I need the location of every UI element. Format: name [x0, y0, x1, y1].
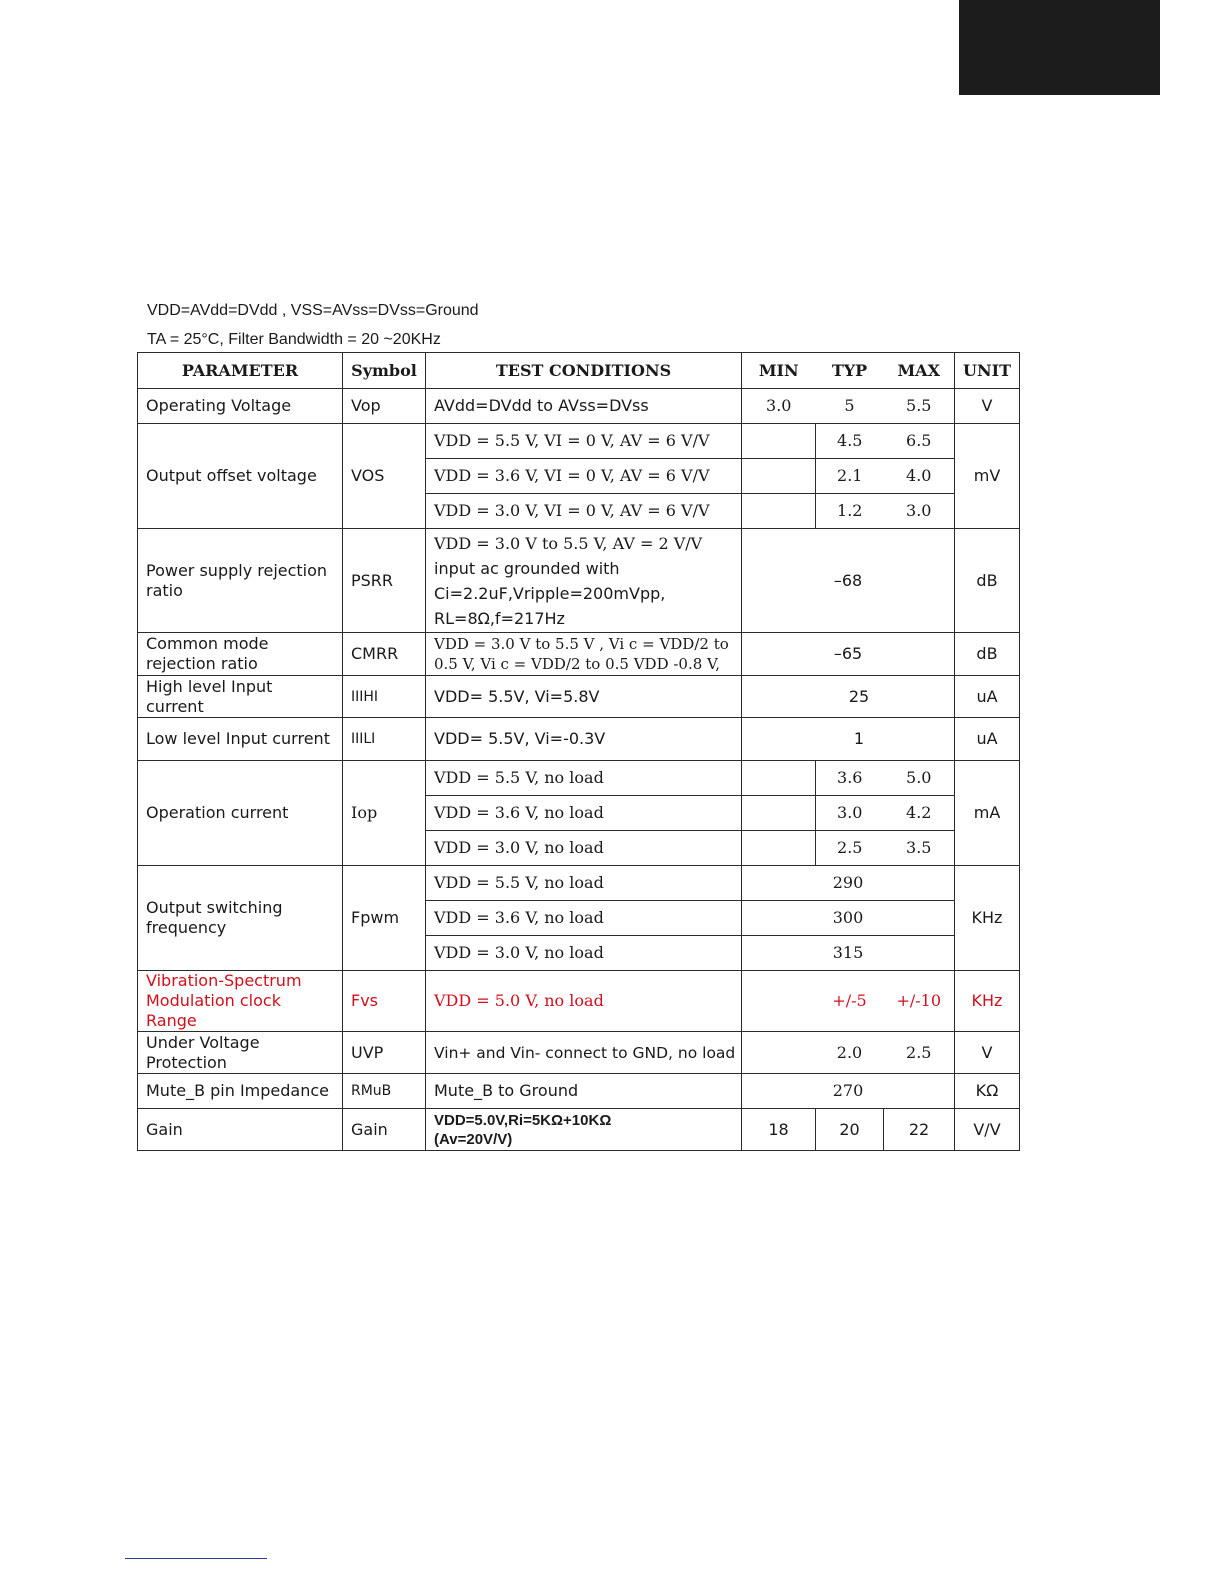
- table-row-operating-voltage: [138, 389, 1020, 424]
- cell-test-condition: VDD = 5.0 V, no load: [426, 971, 742, 1032]
- cell-symbol: UVP: [343, 1032, 426, 1074]
- conditions-line-2: TA = 25°C, Filter Bandwidth = 20 ~20KHz: [147, 331, 441, 348]
- cell-test-condition: [426, 1109, 742, 1151]
- cell-parameter: Power supply rejection ratio: [138, 529, 343, 633]
- header-symbol: Symbol: [343, 353, 426, 389]
- cell-test-condition: Vin+ and Vin- connect to GND, no load: [426, 1032, 742, 1074]
- cell-max: 2.5: [884, 1032, 955, 1074]
- cell-symbol: IIIHI: [343, 676, 426, 718]
- cell-typ: 3.6: [816, 761, 884, 796]
- cell-typ: 1: [742, 718, 955, 761]
- header-max: MAX: [884, 353, 955, 389]
- cell-symbol: Fpwm: [343, 866, 426, 971]
- cell-min: 3.0: [742, 389, 816, 424]
- cell-min: [742, 971, 816, 1032]
- corner-tab-block: [959, 0, 1160, 95]
- cell-typ: 290: [742, 866, 955, 901]
- cell-parameter: Common mode rejection ratio: [138, 633, 343, 676]
- cell-test-condition: Mute_B to Ground: [426, 1074, 742, 1109]
- cell-max: 4.2: [884, 796, 955, 831]
- table-row-power-supply-rejection-ratio: [138, 529, 1020, 633]
- cell-symbol: Vop: [343, 389, 426, 424]
- cell-parameter: Gain: [138, 1109, 343, 1151]
- condition-line: (Av=20V/V): [434, 1130, 513, 1148]
- cell-unit: KHz: [955, 971, 1020, 1032]
- condition-line: RL=8Ω,f=217Hz: [434, 608, 565, 628]
- cell-unit: uA: [955, 718, 1020, 761]
- cell-test-condition: [426, 529, 742, 633]
- cell-max: 4.0: [884, 459, 955, 494]
- cell-test-condition: [426, 633, 742, 676]
- cell-typ: +/-5: [816, 971, 884, 1032]
- cell-typ: 270: [742, 1074, 955, 1109]
- cell-parameter: Mute_B pin Impedance: [138, 1074, 343, 1109]
- cell-test-condition: VDD = 3.0 V, no load: [426, 831, 742, 866]
- cell-typ: 4.5: [816, 424, 884, 459]
- cell-typ: 2.0: [816, 1032, 884, 1074]
- footer-line: [125, 1558, 267, 1559]
- table-row-high-level-input-current: [138, 676, 1020, 718]
- cell-max: 3.5: [884, 831, 955, 866]
- cell-max: 5.5: [884, 389, 955, 424]
- cell-unit: mV: [955, 424, 1020, 529]
- cell-test-condition: VDD = 3.0 V, no load: [426, 936, 742, 971]
- header-min: MIN: [742, 353, 816, 389]
- cell-parameter: High level Input current: [138, 676, 343, 718]
- header-test-conditions: TEST CONDITIONS: [426, 353, 742, 389]
- table-row-operation-current: [138, 761, 1020, 796]
- table-row-mute-b-impedance: [138, 1074, 1020, 1109]
- cell-min: [742, 1032, 816, 1074]
- table-header-row: [138, 353, 1020, 389]
- cell-typ: –65: [742, 633, 955, 676]
- cell-typ: 315: [742, 936, 955, 971]
- cell-unit: V: [955, 1032, 1020, 1074]
- cell-symbol: PSRR: [343, 529, 426, 633]
- header-typ: TYP: [816, 353, 884, 389]
- conditions-line-1: VDD=AVdd=DVdd , VSS=AVss=DVss=Ground: [147, 302, 479, 319]
- cell-unit: dB: [955, 529, 1020, 633]
- cell-test-condition: VDD= 5.5V, Vi=5.8V: [426, 676, 742, 718]
- header-parameter: PARAMETER: [138, 353, 343, 389]
- cell-test-condition: VDD = 5.5 V, no load: [426, 761, 742, 796]
- cell-symbol: Fvs: [343, 971, 426, 1032]
- table-row-under-voltage-protection: [138, 1032, 1020, 1074]
- cell-test-condition: VDD = 5.5 V, no load: [426, 866, 742, 901]
- table-row-output-switching-frequency: [138, 866, 1020, 901]
- cell-unit: dB: [955, 633, 1020, 676]
- cell-unit: KΩ: [955, 1074, 1020, 1109]
- cell-unit: V/V: [955, 1109, 1020, 1151]
- cell-unit: V: [955, 389, 1020, 424]
- cell-test-condition: VDD = 3.0 V, VI = 0 V, AV = 6 V/V: [426, 494, 742, 529]
- cell-typ: 2.1: [816, 459, 884, 494]
- cell-typ: 1.2: [816, 494, 884, 529]
- table-row-gain: [138, 1109, 1020, 1151]
- cell-typ: 20: [816, 1109, 884, 1151]
- cell-symbol: Gain: [343, 1109, 426, 1151]
- table-row-low-level-input-current: [138, 718, 1020, 761]
- cell-parameter: Output offset voltage: [138, 424, 343, 529]
- cell-typ: 5: [816, 389, 884, 424]
- cell-max: 22: [884, 1109, 955, 1151]
- cell-test-condition: VDD = 3.6 V, no load: [426, 796, 742, 831]
- cell-test-condition: AVdd=DVdd to AVss=DVss: [426, 389, 742, 424]
- condition-line: 0.5 V, Vi c = VDD/2 to 0.5 VDD -0.8 V,: [434, 655, 721, 673]
- condition-line: input ac grounded with: [434, 558, 620, 578]
- cell-test-condition: VDD = 5.5 V, VI = 0 V, AV = 6 V/V: [426, 424, 742, 459]
- cell-parameter: Vibration-Spectrum Modulation clock Range: [138, 971, 343, 1032]
- cell-typ: 3.0: [816, 796, 884, 831]
- table-row-vibration-spectrum: [138, 971, 1020, 1032]
- table-row-output-offset-voltage: [138, 424, 1020, 459]
- cell-unit: KHz: [955, 866, 1020, 971]
- condition-line: VDD=5.0V,Ri=5KΩ+10KΩ: [434, 1111, 612, 1129]
- cell-min: [742, 831, 816, 866]
- cell-min: [742, 796, 816, 831]
- cell-unit: uA: [955, 676, 1020, 718]
- cell-min: [742, 424, 816, 459]
- cell-typ: 2.5: [816, 831, 884, 866]
- header-unit: UNIT: [955, 353, 1020, 389]
- cell-test-condition: VDD= 5.5V, Vi=-0.3V: [426, 718, 742, 761]
- cell-min: [742, 494, 816, 529]
- cell-symbol: CMRR: [343, 633, 426, 676]
- cell-max: 3.0: [884, 494, 955, 529]
- cell-symbol: VOS: [343, 424, 426, 529]
- cell-typ: 25: [742, 676, 955, 718]
- cell-parameter: Under Voltage Protection: [138, 1032, 343, 1074]
- cell-max: 6.5: [884, 424, 955, 459]
- cell-parameter: Operation current: [138, 761, 343, 866]
- condition-line: Ci=2.2uF,Vripple=200mVpp,: [434, 583, 666, 603]
- cell-parameter: Output switching frequency: [138, 866, 343, 971]
- cell-symbol: RMuB: [343, 1074, 426, 1109]
- cell-max: 5.0: [884, 761, 955, 796]
- cell-unit: mA: [955, 761, 1020, 866]
- cell-parameter: Operating Voltage: [138, 389, 343, 424]
- table-row-common-mode-rejection-ratio: [138, 633, 1020, 676]
- electrical-characteristics-table: [137, 352, 1020, 1151]
- cell-min: [742, 459, 816, 494]
- condition-line: VDD = 3.0 V to 5.5 V , Vi c = VDD/2 to: [434, 635, 729, 653]
- cell-test-condition: VDD = 3.6 V, VI = 0 V, AV = 6 V/V: [426, 459, 742, 494]
- cell-min: [742, 761, 816, 796]
- cell-parameter: Low level Input current: [138, 718, 343, 761]
- cell-symbol: IIILI: [343, 718, 426, 761]
- cell-typ: 300: [742, 901, 955, 936]
- cell-min: 18: [742, 1109, 816, 1151]
- cell-typ: –68: [742, 529, 955, 633]
- condition-line: VDD = 3.0 V to 5.5 V, AV = 2 V/V: [434, 533, 703, 553]
- cell-symbol: Iop: [343, 761, 426, 866]
- cell-test-condition: VDD = 3.6 V, no load: [426, 901, 742, 936]
- cell-max: +/-10: [884, 971, 955, 1032]
